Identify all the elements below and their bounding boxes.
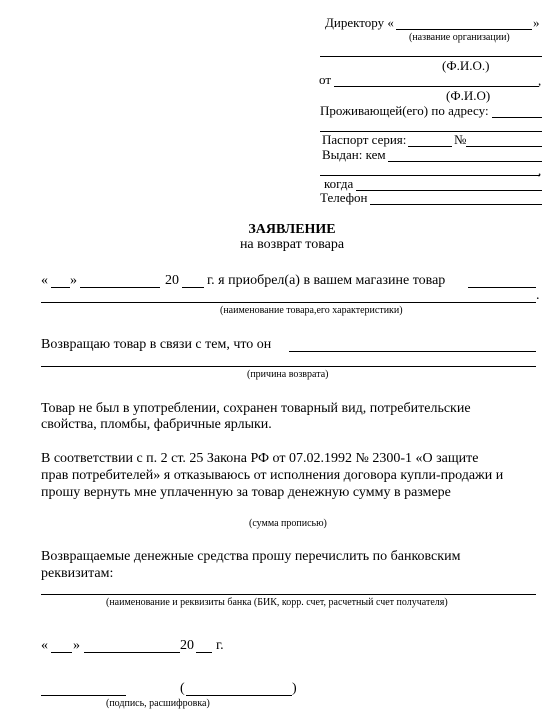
purchase-quote-open: « <box>41 273 48 288</box>
passport-number-field[interactable] <box>466 146 542 147</box>
passport-number-sign: № <box>454 132 467 147</box>
product-dot: . <box>536 288 540 303</box>
phone-field[interactable] <box>370 204 542 205</box>
condition-line-1: Товар не был в употреблении, сохранен товарный вид, потребительские <box>41 401 471 416</box>
purchase-text: г. я приобрел(а) в вашем магазине товар <box>207 273 446 288</box>
purchase-month-field[interactable] <box>80 287 160 288</box>
bank-caption: (наименование и реквизиты банка (БИК, корр. счет, расчетный счет получателя) <box>106 597 448 608</box>
signature-field[interactable] <box>41 695 126 696</box>
fio-caption-1: (Ф.И.О.) <box>442 58 490 73</box>
issued-by-field-1[interactable] <box>388 161 542 162</box>
product-field-1[interactable] <box>468 287 536 288</box>
purchase-year-field[interactable] <box>182 287 204 288</box>
phone-label: Телефон <box>320 190 368 205</box>
return-reason-field-2[interactable] <box>41 366 536 367</box>
signature-paren-open: ( <box>180 681 185 696</box>
product-caption: (наименование товара,его характеристики) <box>220 305 403 316</box>
address-label: Проживающей(его) по адресу: <box>320 103 489 118</box>
purchase-quote-close: » <box>70 273 77 288</box>
passport-label: Паспорт серия: <box>322 132 407 147</box>
signature-paren-close: ) <box>292 681 297 696</box>
date-month-field[interactable] <box>84 652 180 653</box>
document-title: ЗАЯВЛЕНИЕ <box>248 222 336 237</box>
date-quote-close: » <box>73 638 80 653</box>
reason-caption: (причина возврата) <box>247 369 329 380</box>
organization-caption: (название организации) <box>409 32 510 43</box>
date-year-prefix: 20 <box>180 638 194 653</box>
director-fio-field[interactable] <box>320 56 542 57</box>
bank-line-1: Возвращаемые денежные средства прошу перечислить по банковским <box>41 549 461 564</box>
issued-by-field-2[interactable] <box>320 175 540 176</box>
signature-caption: (подпись, расшифровка) <box>106 698 210 709</box>
applicant-fio-field[interactable] <box>334 86 539 87</box>
bank-line-2: реквизитам: <box>41 566 114 581</box>
fio-caption-2: (Ф.И.О) <box>446 88 491 103</box>
return-reason-field-1[interactable] <box>289 351 536 352</box>
date-year-suffix: г. <box>216 638 224 653</box>
condition-line-2: свойства, пломбы, фабричные ярлыки. <box>41 417 272 432</box>
law-line-3: прошу вернуть мне уплаченную за товар денежную сумму в размере <box>41 485 451 500</box>
from-comma: , <box>538 73 542 88</box>
organization-name-field[interactable] <box>396 29 532 30</box>
sum-caption: (сумма прописью) <box>249 518 327 529</box>
law-line-2: прав потребителей» я отказываюсь от исполнения договора купли-продажи и <box>41 468 504 483</box>
date-year-field[interactable] <box>196 652 212 653</box>
director-close-quote: » <box>533 15 540 30</box>
document-subtitle: на возврат товара <box>239 237 345 252</box>
issued-by-comma: , <box>538 163 542 178</box>
product-field-2[interactable] <box>41 302 536 303</box>
address-field-1[interactable] <box>492 117 542 118</box>
from-label: от <box>319 72 332 87</box>
purchase-day-field[interactable] <box>51 287 70 288</box>
issued-by-label: Выдан: кем <box>322 147 386 162</box>
issued-when-label: когда <box>324 176 354 191</box>
date-quote-open: « <box>41 638 48 653</box>
passport-series-field[interactable] <box>408 146 452 147</box>
date-day-field[interactable] <box>51 652 72 653</box>
signature-transcript-field[interactable] <box>186 695 292 696</box>
purchase-year-prefix: 20 <box>165 273 179 288</box>
return-reason-text: Возвращаю товар в связи с тем, что он <box>41 337 272 352</box>
bank-details-field[interactable] <box>41 594 536 595</box>
issued-when-field[interactable] <box>356 190 542 191</box>
law-line-1: В соответствии с п. 2 ст. 25 Закона РФ от 07.02.1992 № 2300-1 «О защите <box>41 451 479 466</box>
director-label: Директору « <box>325 15 394 30</box>
